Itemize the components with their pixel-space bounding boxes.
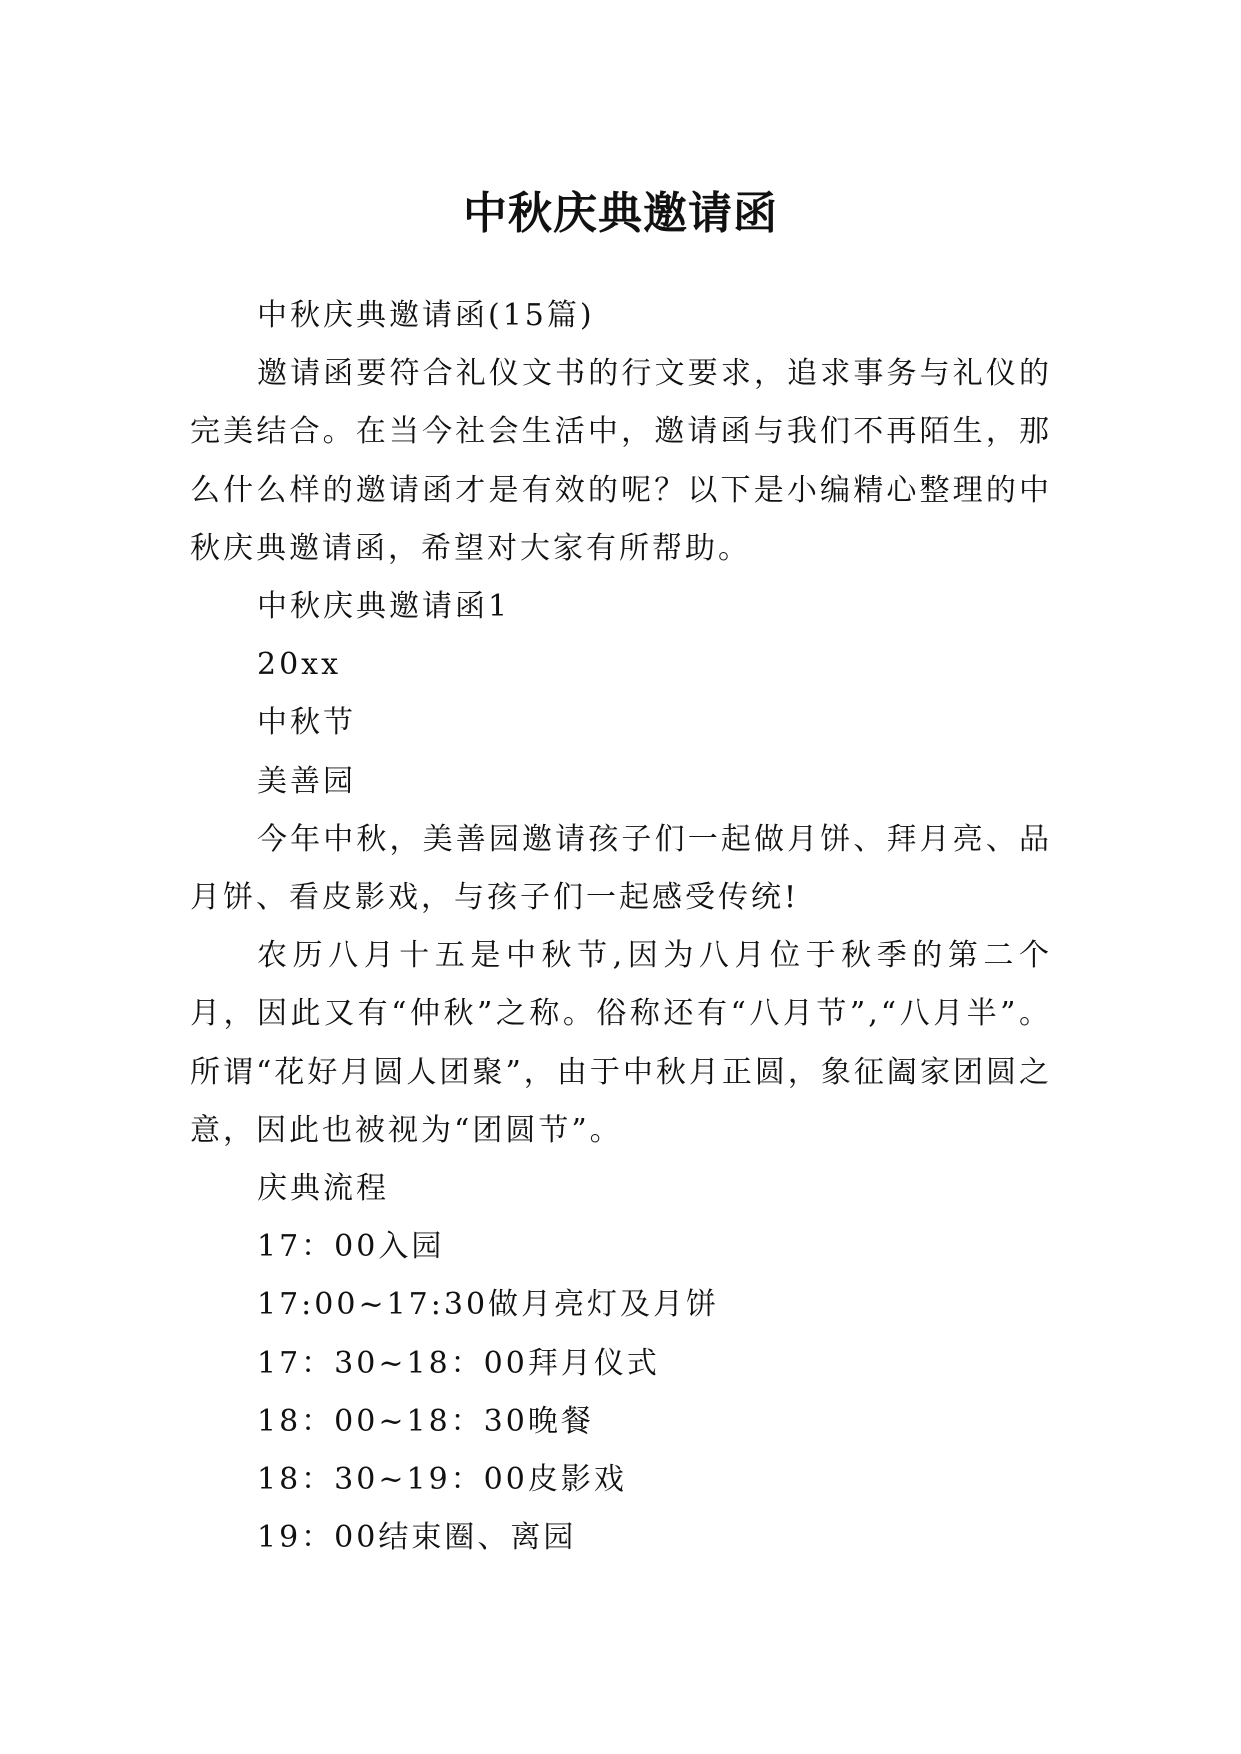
paragraph-invitation-heading: 中秋庆典邀请函1 <box>257 589 511 625</box>
paragraph-activities: 今年中秋，美善园邀请孩子们一起做月饼、拜月亮、品月饼、看皮影戏，与孩子们一起感受传统! <box>190 821 1052 916</box>
paragraph-schedule-heading: 庆典流程 <box>257 1171 389 1207</box>
paragraph-intro: 邀请函要符合礼仪文书的行文要求，追求事务与礼仪的完美结合。在当今社会生活中，邀请函与我们不再陌生，那么什么样的邀请函才是有效的呢？以下是小编精心整理的中秋庆典邀请函，希望对大家有所帮助。 <box>190 356 1052 566</box>
schedule-item: 18：30~19：00皮影戏 <box>257 1462 627 1498</box>
document-title: 中秋庆典邀请函 <box>463 188 778 240</box>
schedule-item: 18：00~18：30晚餐 <box>257 1403 594 1439</box>
paragraph-venue: 美善园 <box>257 763 356 799</box>
document-body <box>190 287 1052 1567</box>
schedule-item: 17：30~18：00拜月仪式 <box>257 1345 660 1381</box>
schedule-item: 19：00结束圈、离园 <box>257 1520 577 1556</box>
schedule-item: 17：00入园 <box>257 1229 445 1265</box>
paragraph-festival-description: 农历八月十五是中秋节,因为八月位于秋季的第二个月，因此又有“仲秋”之称。俗称还有“八月节”,“八月半”。所谓“花好月圆人团聚”，由于中秋月正圆，象征阖家团圆之意，因此也被视为“团圆节”。 <box>190 938 1052 1148</box>
paragraph-festival: 中秋节 <box>257 705 356 741</box>
paragraph-subtitle: 中秋庆典邀请函(15篇) <box>257 298 595 333</box>
schedule-item: 17:00~17:30做月亮灯及月饼 <box>257 1287 720 1323</box>
paragraph-year: 20xx <box>257 647 342 683</box>
